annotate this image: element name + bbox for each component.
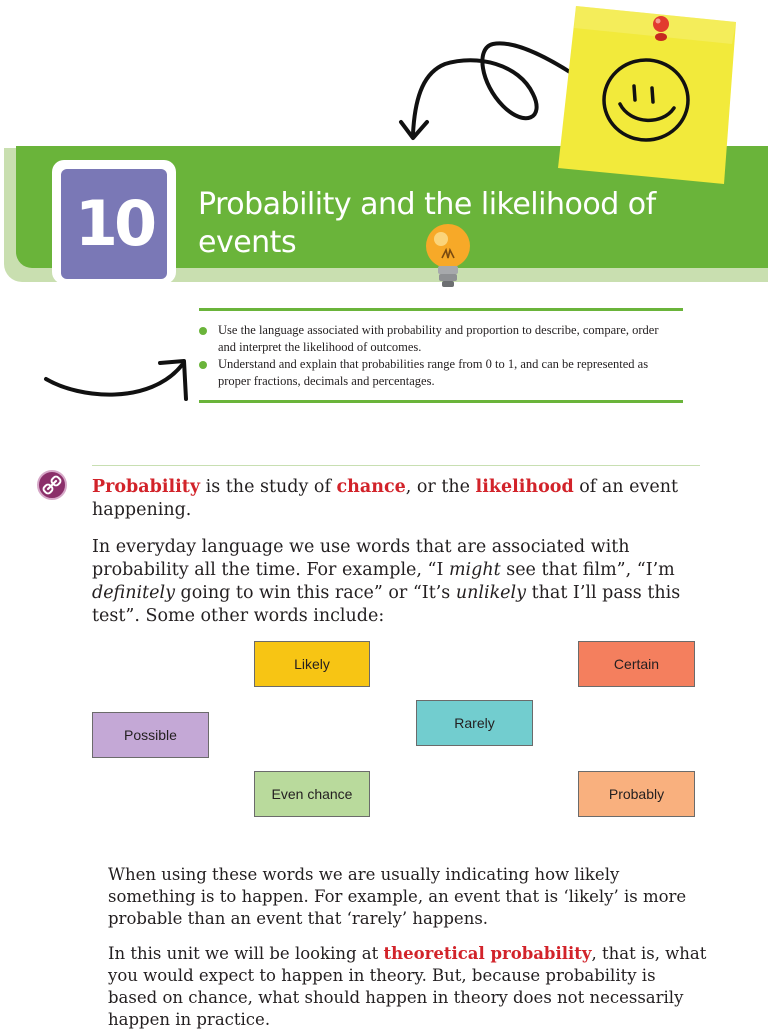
emphasis-word: unlikely (455, 583, 527, 603)
theoretical-probability-paragraph (108, 943, 708, 1031)
curly-arrow-icon (395, 34, 580, 146)
pointing-arrow-icon (40, 355, 192, 407)
pushpin-icon (648, 14, 674, 46)
chapter-number: 10 (61, 169, 167, 279)
word-box-possible: Possible (92, 712, 209, 758)
emphasis-word: definitely (92, 583, 175, 603)
word-box-likely: Likely (254, 641, 370, 687)
word-box-even-chance: Even chance (254, 771, 370, 817)
chapter-title: Probability and the likelihood of events (198, 187, 656, 260)
paragraph-text: see that film”, “I’m (500, 560, 675, 580)
word-box-probably: Probably (578, 771, 695, 817)
objective-item: Understand and explain that probabilities range from 0 to 1, and can be represented as proper fractions, decimals and percentages. (198, 356, 678, 390)
word-box-certain: Certain (578, 641, 695, 687)
intro-paragraph (92, 476, 692, 522)
objectives-bottom-rule (199, 400, 683, 403)
key-term-chance: chance (336, 477, 406, 497)
emphasis-word: might (448, 560, 501, 580)
objectives-top-rule (199, 308, 683, 311)
key-term-theoretical-probability: theoretical probability (383, 944, 592, 963)
paragraph-text: going to win this race” or “It’s (174, 583, 456, 603)
key-term-probability: Probability (92, 477, 201, 497)
paragraph-text: , that is, what you would expect to happen in theory. But, because probability is based on chance, what should happen in theory does not necessarily happen in practice. (108, 944, 707, 1029)
learning-objectives (198, 322, 678, 390)
likelihood-paragraph: When using these words we are usually indicating how likely something is to happen. For example, an event that is ‘likely’ is more probable than an event that ‘rarely’ happens. (108, 865, 687, 928)
paragraph-text: In everyday language we use words that are associated with probability all the time. For example, “I (92, 537, 630, 580)
lightbulb-icon (422, 222, 474, 290)
key-term-icon (37, 470, 67, 500)
section-divider (92, 465, 700, 466)
word-box-rarely: Rarely (416, 700, 533, 746)
key-term-likelihood: likelihood (475, 477, 574, 497)
everyday-language-paragraph (92, 536, 692, 628)
objective-item: Use the language associated with probability and proportion to describe, compare, order and interpret the likelihood of outcomes. (198, 322, 678, 356)
intro-text: of an event happening. (92, 477, 679, 520)
paragraph-text: that I’ll pass this test”. Some other words include: (92, 583, 681, 626)
intro-text: is the study of (200, 477, 337, 497)
intro-text: , or the (405, 477, 476, 497)
paragraph-text: In this unit we will be looking at (108, 944, 384, 963)
